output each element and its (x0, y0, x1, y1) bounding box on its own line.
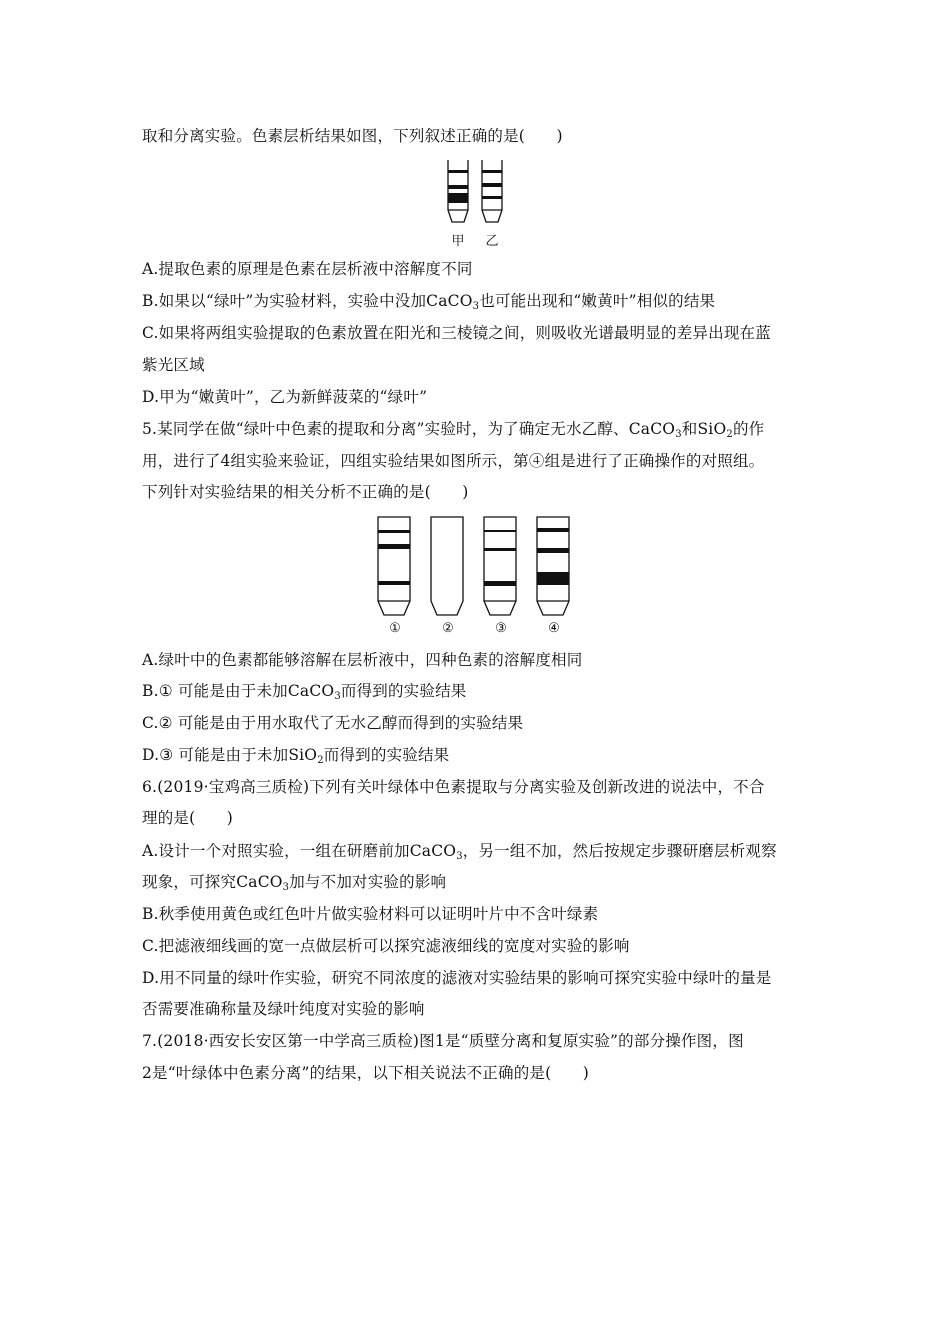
q5-option-c: C.② 可能是由于用水取代了无水乙醇而得到的实验结果 (142, 714, 524, 732)
label-group-3: ③ (495, 621, 507, 636)
band (537, 572, 569, 585)
band (448, 170, 468, 173)
q6-option-c: C.把滤液细线画的宽一点做层析可以探究滤液细线的宽度对实验的影响 (142, 937, 630, 955)
q4-option-c-line1: C.如果将两组实验提取的色素放置在阳光和三棱镜之间，则吸收光谱最明显的差异出现在蓝 (142, 324, 771, 342)
q5-stem-line3: 下列针对实验结果的相关分析不正确的是( ) (142, 483, 469, 501)
q5-option-b: B.① 可能是由于未加CaCO$_3$而得到的实验结果 (142, 682, 467, 702)
q4-option-c-line2: 紫光区域 (142, 356, 205, 374)
chromatography-figure-four-groups (372, 515, 582, 620)
q5-option-a: A.绿叶中的色素都能够溶解在层析液中，四种色素的溶解度相同 (142, 651, 583, 669)
strip-2 (431, 517, 463, 615)
q6-stem-line2: 理的是( ) (142, 809, 233, 827)
q4-stem: 取和分离实验。色素层析结果如图，下列叙述正确的是( ) (142, 127, 563, 145)
band (482, 183, 502, 187)
q6-option-b: B.秋季使用黄色或红色叶片做实验材料可以证明叶片中不含叶绿素 (142, 905, 599, 923)
band (482, 170, 502, 173)
q7-stem-line2: 2是“叶绿体中色素分离”的结果，以下相关说法不正确的是( ) (142, 1064, 590, 1082)
q5-stem-line1: 5.某同学在做“绿叶中色素的提取和分离”实验时，为了确定无水乙醇、CaCO$_3$和SiO$_2$的作 (142, 420, 765, 440)
band (537, 548, 569, 553)
strip-4 (537, 517, 569, 615)
band (484, 548, 516, 551)
label-jia: 甲 (451, 234, 465, 249)
q4-option-d: D.甲为“嫩黄叶”，乙为新鲜菠菜的“绿叶” (142, 388, 428, 406)
q4-option-b: B.如果以“绿叶”为实验材料，实验中没加CaCO$_3$也可能出现和“嫩黄叶”相似的结果 (142, 292, 716, 312)
label-group-4: ④ (548, 621, 560, 636)
q5-option-d: D.③ 可能是由于未加SiO$_2$而得到的实验结果 (142, 746, 450, 766)
q6-option-d-line1: D.用不同量的绿叶作实验，研究不同浓度的滤液对实验结果的影响可探究实验中绿叶的量是 (142, 969, 772, 987)
band (537, 528, 569, 532)
label-group-1: ① (389, 621, 401, 636)
band (378, 581, 410, 585)
strip-jia (448, 160, 468, 222)
label-group-2: ② (442, 621, 454, 636)
band (378, 530, 410, 533)
band (448, 193, 468, 203)
q6-option-d-line2: 否需要准确称量及绿叶纯度对实验的影响 (142, 1000, 425, 1018)
q6-option-a-line2: 现象，可探究CaCO$_3$加与不加对实验的影响 (142, 873, 447, 893)
chromatography-figure-jia-yi (440, 158, 510, 228)
strip-3 (484, 517, 516, 615)
q5-stem-line2: 用，进行了4组实验来验证，四组实验结果如图所示，第④组是进行了正确操作的对照组。 (142, 452, 765, 470)
strip-1 (378, 517, 410, 615)
band (482, 196, 502, 199)
band (448, 185, 468, 189)
q4-option-a: A.提取色素的原理是色素在层析液中溶解度不同 (142, 260, 473, 278)
label-yi: 乙 (485, 234, 499, 249)
band (484, 581, 516, 586)
q6-option-a-line1: A.设计一个对照实验，一组在研磨前加CaCO$_3$，另一组不加，然后按规定步骤研磨层析观察 (142, 842, 777, 862)
q7-stem-line1: 7.(2018·西安长安区第一中学高三质检)图1是“质壁分离和复原实验”的部分操作图，图 (142, 1032, 744, 1050)
band (378, 544, 410, 549)
band (484, 530, 516, 532)
strip-yi (482, 160, 502, 222)
q6-stem-line1: 6.(2019·宝鸡高三质检)下列有关叶绿体中色素提取与分离实验及创新改进的说法中，不合 (142, 778, 765, 796)
